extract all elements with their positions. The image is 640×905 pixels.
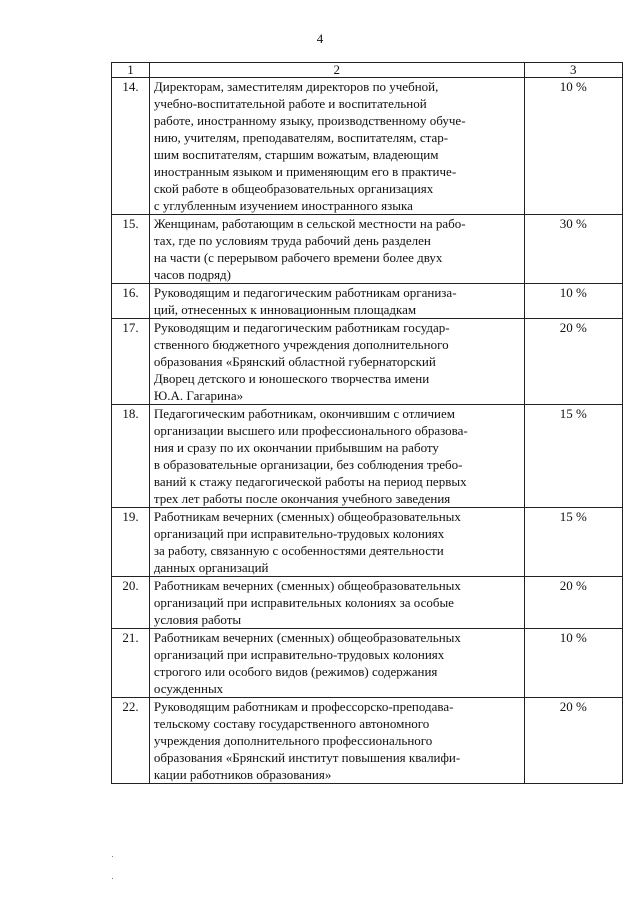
- row-percent: 10 %: [524, 78, 622, 215]
- description-line: в образовательные организации, без соблюдения требо-: [153, 457, 463, 472]
- description-line: тах, где по условиям труда рабочий день разделен: [153, 233, 431, 248]
- description-line: часов подряд): [153, 267, 231, 282]
- table-row: [112, 215, 623, 284]
- table-row: [112, 78, 623, 215]
- description-line: образования «Брянский областной губернаторский: [153, 354, 436, 369]
- description-line: осужденных: [153, 681, 224, 696]
- description-line: учреждения дополнительного профессионального: [153, 733, 433, 748]
- row-number: 14.: [112, 78, 150, 215]
- description-line: Женщинам, работающим в сельской местности на рабо-: [153, 216, 466, 231]
- column-header-number: 1: [112, 63, 150, 78]
- description-line: трех лет работы после окончания учебного заведения: [153, 491, 451, 506]
- description-line: кации работников образования»: [153, 767, 332, 782]
- description-line: Ю.А. Гагарина»: [153, 388, 244, 403]
- description-line: за работу, связанную с особенностями деятельности: [153, 543, 444, 558]
- description-line: ственного бюджетного учреждения дополнительного: [153, 337, 449, 352]
- page-number: 4: [316, 31, 324, 46]
- description-line: с углубленным изучением иностранного языка: [153, 198, 413, 213]
- column-header-percent: 3: [524, 63, 622, 78]
- table-row: [112, 284, 623, 319]
- row-description: [149, 284, 524, 319]
- table-row: [112, 319, 623, 405]
- row-description: [149, 698, 524, 784]
- description-line: ваний к стажу педагогической работы на период первых: [153, 474, 467, 489]
- table-row: [112, 508, 623, 577]
- row-percent: 10 %: [524, 284, 622, 319]
- table-row: [112, 629, 623, 698]
- description-line: организаций при исправительно-трудовых колониях: [153, 647, 445, 662]
- description-line: иностранным языком и применяющим его в практиче-: [153, 164, 457, 179]
- column-header-category: 2: [149, 63, 524, 78]
- row-percent: 30 %: [524, 215, 622, 284]
- row-percent: 10 %: [524, 629, 622, 698]
- table-row: [112, 405, 623, 508]
- row-number: 21.: [112, 629, 150, 698]
- description-line: данных организаций: [153, 560, 269, 575]
- description-line: шим воспитателям, старшим вожатым, владеющим: [153, 147, 439, 162]
- table-row: [112, 698, 623, 784]
- row-description: [149, 215, 524, 284]
- row-description: [149, 508, 524, 577]
- description-line: организации высшего или профессионального образова-: [153, 423, 468, 438]
- row-number: 18.: [112, 405, 150, 508]
- table-row: [112, 577, 623, 629]
- description-line: нию, учителям, преподавателям, воспитателям, стар-: [153, 130, 449, 145]
- row-percent: 15 %: [524, 405, 622, 508]
- row-number: 17.: [112, 319, 150, 405]
- row-percent: 15 %: [524, 508, 622, 577]
- row-description: [149, 319, 524, 405]
- row-number: 15.: [112, 215, 150, 284]
- description-line: Работникам вечерних (сменных) общеобразовательных: [153, 578, 461, 593]
- row-description: [149, 629, 524, 698]
- row-number: 19.: [112, 508, 150, 577]
- description-line: условия работы: [153, 612, 242, 627]
- description-line: на части (с перерывом рабочего времени более двух: [153, 250, 443, 265]
- description-line: Директорам, заместителям директоров по учебной,: [153, 79, 439, 94]
- description-line: Работникам вечерних (сменных) общеобразовательных: [153, 630, 461, 645]
- header-row: [112, 63, 623, 78]
- row-description: [149, 405, 524, 508]
- scan-speck: [112, 856, 113, 857]
- allowance-table: [111, 62, 623, 784]
- row-number: 22.: [112, 698, 150, 784]
- description-line: тельскому составу государственного автономного: [153, 716, 430, 731]
- description-line: образования «Брянский институт повышения квалифи-: [153, 750, 461, 765]
- description-line: строгого или особого видов (режимов) содержания: [153, 664, 438, 679]
- description-line: учебно-воспитательной работе и воспитательной: [153, 96, 427, 111]
- description-line: организаций при исправительных колониях за особые: [153, 595, 454, 610]
- scan-speck: [112, 878, 113, 879]
- description-line: ций, отнесенных к инновационным площадкам: [153, 302, 417, 317]
- description-line: Работникам вечерних (сменных) общеобразовательных: [153, 509, 461, 524]
- description-line: Дворец детского и юношеского творчества имени: [153, 371, 430, 386]
- row-description: [149, 78, 524, 215]
- description-line: Руководящим и педагогическим работникам организа-: [153, 285, 457, 300]
- row-percent: 20 %: [524, 319, 622, 405]
- description-line: ния и сразу по их окончании прибывшим на работу: [153, 440, 439, 455]
- row-number: 20.: [112, 577, 150, 629]
- description-line: Руководящим и педагогическим работникам государ-: [153, 320, 450, 335]
- row-percent: 20 %: [524, 577, 622, 629]
- row-description: [149, 577, 524, 629]
- description-line: организаций при исправительно-трудовых колониях: [153, 526, 445, 541]
- row-percent: 20 %: [524, 698, 622, 784]
- description-line: Педагогическим работникам, окончившим с отличием: [153, 406, 455, 421]
- description-line: Руководящим работникам и профессорско-преподава-: [153, 699, 454, 714]
- description-line: ской работе в общеобразовательных организациях: [153, 181, 434, 196]
- description-line: работе, иностранному языку, производственному обуче-: [153, 113, 466, 128]
- row-number: 16.: [112, 284, 150, 319]
